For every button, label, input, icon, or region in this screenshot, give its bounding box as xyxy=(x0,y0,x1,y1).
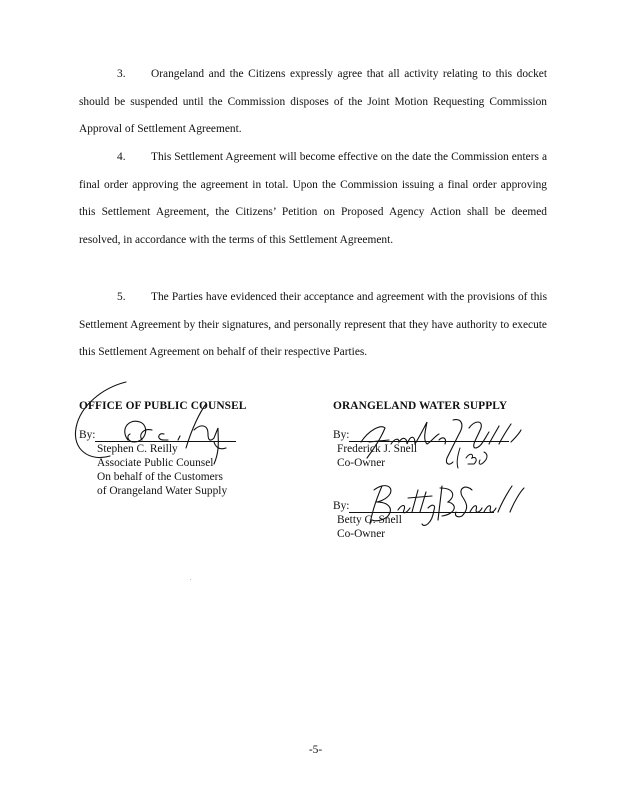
paragraph-text: This Settlement Agreement will become effective on the date the Commission enters a final order approving the agreement in total. Upon the Commission issuing a final order approving this Settlement Agreement, the Citizens’ Petition on Proposed Agency Action shall be deemed resolved, in accordance with the terms of this Settlement Agreement. xyxy=(79,151,547,246)
signer-name: Stephen C. Reilly xyxy=(97,443,178,455)
paragraph-text: The Parties have evidenced their acceptance and agreement with the provisions of this Settlement Agreement by their signatures, and personally represent that they have authority to execute this Settlement Agreement on behalf of their respective Parties. xyxy=(79,291,547,358)
paragraph-5 xyxy=(79,284,547,367)
scan-speck xyxy=(190,579,191,580)
page-number: -5- xyxy=(308,744,323,756)
by-label: By: xyxy=(79,429,96,441)
signer-affiliation: of Orangeland Water Supply xyxy=(97,485,228,497)
handwritten-signature-frederick-snell xyxy=(355,416,525,471)
paragraph-number: 5. xyxy=(117,291,126,303)
signer-name: Betty G. Snell xyxy=(337,514,402,526)
paragraph-text: Orangeland and the Citizens expressly agree that all activity relating to this docket should be suspended until the Commission disposes of the Joint Motion Requesting Commission Approval of Settlement Agreement. xyxy=(79,68,547,135)
signer-title: Co-Owner xyxy=(337,457,386,469)
signature-heading: OFFICE OF PUBLIC COUNSEL xyxy=(79,400,247,412)
signer-title: Associate Public Counsel xyxy=(97,457,214,469)
signature-heading: ORANGELAND WATER SUPPLY xyxy=(333,400,508,412)
handwritten-signature-reilly xyxy=(68,378,258,468)
paragraph-4 xyxy=(79,144,547,254)
handwritten-signature-betty-snell xyxy=(362,480,530,530)
signer-title: Co-Owner xyxy=(337,528,386,540)
paragraph-number: 3. xyxy=(117,68,126,80)
by-label: By: xyxy=(333,429,350,441)
signer-name: Frederick J. Snell xyxy=(337,443,418,455)
handwritten-initials-fjs xyxy=(454,444,494,470)
by-label: By: xyxy=(333,500,350,512)
paragraph-number: 4. xyxy=(117,151,126,163)
signer-affiliation: On behalf of the Customers xyxy=(97,471,223,483)
paragraph-3 xyxy=(79,61,547,144)
